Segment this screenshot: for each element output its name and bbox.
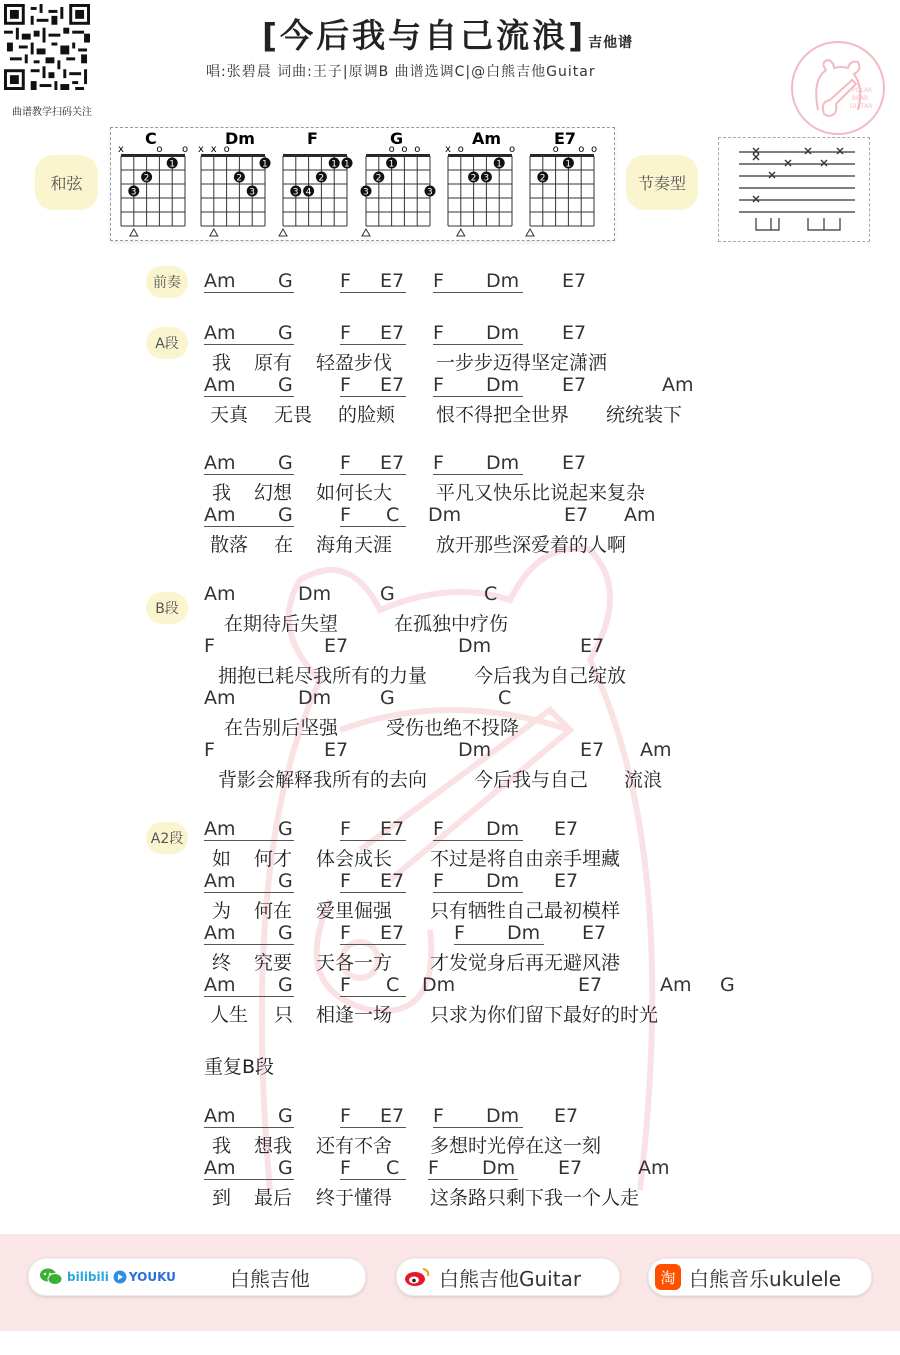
chord-line [204, 974, 900, 998]
chord: C [386, 974, 400, 996]
lyric: 何才 [254, 848, 293, 870]
finger-number: 3 [249, 187, 255, 198]
chord-diagrams [110, 127, 615, 241]
finger-number: 2 [143, 173, 150, 184]
chord: Dm [458, 635, 492, 657]
lyric: 何在 [254, 900, 293, 922]
lyric: 人生 [210, 1004, 249, 1026]
chord: F [433, 818, 523, 841]
chord: C [498, 687, 512, 709]
chord: G [278, 870, 293, 892]
lyric: 流浪 [624, 769, 663, 791]
chord-diagram-f [279, 129, 353, 236]
chord-line [204, 270, 900, 294]
rhythm-label: 节奏型 [626, 155, 698, 210]
root-string-marker [457, 229, 465, 236]
account-name-3: 白熊音乐ukulele [689, 1266, 842, 1291]
chord: E7 [554, 1105, 579, 1127]
lyric-line [204, 400, 900, 424]
chord-line [204, 583, 900, 607]
chord: E7 [558, 1157, 583, 1179]
open-string-mark: o [182, 144, 189, 155]
root-string-marker [279, 229, 287, 236]
lyric: 我 [212, 482, 232, 504]
lyric: 一步步迈得坚定潇洒 [436, 352, 608, 374]
chord: F [340, 1157, 406, 1180]
chord: F [204, 739, 215, 761]
lyric: 终 [212, 952, 232, 974]
chord: G [278, 1157, 293, 1179]
chord: G [278, 922, 293, 944]
lyric-line [204, 844, 900, 868]
finger-number: 2 [375, 173, 382, 184]
chord-line [204, 687, 900, 711]
chord: Am [204, 322, 294, 345]
lyric: 散落 [210, 534, 249, 556]
chord-line [204, 739, 900, 763]
chord-name: F [307, 129, 318, 148]
chord: Am [624, 504, 656, 526]
chord: Am [660, 974, 692, 996]
lyric: 只有牺牲自己最初模样 [430, 900, 621, 922]
open-string-mark: o [401, 144, 408, 155]
title-suffix: 吉他谱 [588, 35, 634, 51]
section-intro-tag: 前奏 [146, 266, 188, 298]
chord: F [204, 635, 215, 657]
lyric: 背影会解释我所有的去向 [218, 769, 428, 791]
chord-diagram-e7 [526, 129, 597, 236]
repeat-b-section: 重复B段 [204, 1056, 275, 1078]
lyric: 不过是将自由亲手埋藏 [430, 848, 621, 870]
chord: Dm [486, 452, 520, 474]
chord: Dm [428, 504, 462, 526]
chord: Am [204, 452, 294, 475]
lyric-line [204, 948, 900, 972]
chord: E7 [380, 922, 405, 944]
lyric: 在期待后失望 [224, 613, 339, 635]
chord: F [454, 922, 544, 945]
open-string-mark: o [156, 144, 163, 155]
chord: G [278, 504, 293, 526]
finger-number: 3 [292, 187, 299, 198]
muted-string-mark: x [198, 144, 204, 155]
chord: F [340, 374, 406, 397]
lyric-line [204, 609, 900, 633]
chord: F [433, 452, 523, 475]
finger-number: 3 [130, 187, 137, 198]
lyric: 天真 [210, 404, 249, 426]
lyric: 只 [274, 1004, 294, 1026]
lyric: 想我 [254, 1135, 293, 1157]
chord-line [204, 818, 900, 842]
lyric-line [204, 1131, 900, 1155]
muted-string-mark: x [445, 144, 451, 155]
chord-name: Dm [225, 129, 255, 148]
chord: F [428, 1157, 518, 1180]
chord-line [204, 504, 900, 528]
open-string-mark: o [223, 144, 230, 155]
chord: C [484, 583, 498, 605]
taobao-pill[interactable] [648, 1258, 872, 1296]
chord-line [204, 870, 900, 894]
lyric: 今后我为自己绽放 [474, 665, 627, 687]
lyric: 在告别后坚强 [224, 717, 339, 739]
chord-line [204, 374, 900, 398]
taobao-icon: 淘 [655, 1264, 681, 1290]
lyric: 海角天涯 [316, 534, 393, 556]
video-platforms-pill[interactable] [28, 1258, 366, 1296]
chord-diagram-dm [198, 129, 271, 236]
chord: E7 [380, 374, 405, 396]
weibo-pill[interactable] [396, 1258, 620, 1296]
footer [0, 1234, 900, 1331]
repeat-note [204, 1052, 900, 1076]
chord: G [380, 687, 395, 709]
chord: Dm [507, 922, 541, 944]
polar-bear-guitar-logo [790, 40, 886, 136]
lyric-line [204, 713, 900, 737]
chord-name: C [145, 129, 157, 148]
chord: G [278, 1105, 293, 1127]
chord: Dm [486, 374, 520, 396]
root-string-marker [130, 229, 138, 236]
account-name-1: 白熊吉他 [229, 1266, 310, 1291]
chord: F [433, 1105, 523, 1128]
chord: Am [204, 870, 294, 893]
chord: F [340, 322, 406, 345]
logo-text-2: BEAR [852, 95, 869, 102]
finger-number: 1 [565, 159, 572, 170]
chord: F [340, 270, 406, 293]
chord-diagram-c [118, 129, 188, 236]
lyric: 的脸颊 [338, 404, 396, 426]
chord: E7 [582, 922, 607, 944]
open-string-mark: o [388, 144, 395, 155]
chord: Am [204, 374, 294, 397]
qr-code [4, 4, 90, 90]
chord: Am [204, 270, 294, 293]
lyric: 只求为你们留下最好的时光 [430, 1004, 659, 1026]
chord: Dm [486, 322, 520, 344]
chord: G [278, 270, 293, 292]
chord: F [340, 974, 406, 997]
lyric-line [204, 661, 900, 685]
chord-line [204, 1105, 900, 1129]
lyric-line [204, 478, 900, 502]
lyric: 轻盈步伐 [316, 352, 393, 374]
lyric-line [204, 530, 900, 554]
chord: E7 [380, 452, 405, 474]
chord: E7 [380, 270, 405, 292]
finger-number: 3 [427, 187, 433, 198]
lyric: 在 [274, 534, 294, 556]
chord: E7 [380, 870, 405, 892]
chord: Am [204, 1157, 294, 1180]
lyric: 幻想 [254, 482, 293, 504]
finger-number: 1 [331, 159, 337, 170]
chord: Dm [298, 687, 332, 709]
lyric: 体会成长 [316, 848, 393, 870]
chord: F [433, 322, 523, 345]
open-string-mark: o [578, 144, 585, 155]
chord: F [340, 818, 406, 841]
chord: C [386, 1157, 400, 1179]
chord: F [433, 374, 523, 397]
finger-number: 2 [539, 173, 546, 184]
logo-text-3: GUITAR [850, 103, 873, 110]
chord-line [204, 1157, 900, 1181]
section-b-tag: B段 [146, 592, 188, 624]
chord: E7 [380, 818, 405, 840]
song-credits: 唱:张碧晨 词曲:王子|原调B 曲谱选调C|@白熊吉他Guitar [206, 64, 596, 80]
chord: E7 [562, 322, 587, 344]
muted-string-mark: x [118, 144, 124, 155]
finger-number: 2 [318, 173, 325, 184]
chord: Am [204, 1105, 294, 1128]
chord: E7 [554, 818, 579, 840]
chord: Am [662, 374, 694, 396]
lyric: 我 [212, 352, 232, 374]
lyric: 终于懂得 [316, 1187, 393, 1209]
chord: Dm [482, 1157, 516, 1179]
chord: Am [204, 818, 294, 841]
open-string-mark: o [552, 144, 559, 155]
chord: E7 [564, 504, 589, 526]
chord: G [278, 374, 293, 396]
open-string-mark: o [457, 144, 464, 155]
lyric: 究要 [254, 952, 293, 974]
section-a-tag: A段 [146, 327, 188, 359]
finger-number: 3 [483, 173, 490, 184]
bilibili-logo: bilibili [67, 1270, 109, 1284]
finger-number: 1 [262, 159, 268, 170]
lyric-line [204, 896, 900, 920]
lyric: 还有不舍 [316, 1135, 393, 1157]
chord: E7 [324, 635, 349, 657]
lyric: 平凡又快乐比说起来复杂 [436, 482, 646, 504]
chord: Dm [486, 870, 520, 892]
chord: E7 [554, 870, 579, 892]
lyric-line [204, 1183, 900, 1207]
section-a2-tag: A2段 [146, 822, 188, 854]
lyric: 爱里倔强 [316, 900, 393, 922]
chord-name: E7 [554, 129, 577, 148]
lyric: 统统装下 [606, 404, 683, 426]
chord: G [278, 452, 293, 474]
lyric: 最后 [254, 1187, 293, 1209]
lyric: 这条路只剩下我一个人走 [430, 1187, 640, 1209]
finger-number: 1 [169, 159, 175, 170]
lyric: 如何长大 [316, 482, 393, 504]
open-string-mark: o [509, 144, 516, 155]
chord: Am [204, 974, 294, 997]
chords-label: 和弦 [35, 155, 98, 210]
youku-logo: YOUKU [128, 1270, 176, 1284]
chord: Dm [298, 583, 332, 605]
lyric: 到 [212, 1187, 232, 1209]
finger-number: 4 [305, 187, 312, 198]
chord-name: Am [472, 129, 502, 148]
wechat-icon [39, 1267, 63, 1287]
account-name-2: 白熊吉他Guitar [439, 1266, 582, 1291]
chord: E7 [562, 270, 587, 292]
chord-diagram-svg [111, 128, 614, 240]
lyric: 我 [212, 1135, 232, 1157]
lyric-line [204, 348, 900, 372]
chord: Dm [486, 270, 520, 292]
lyric: 受伤也绝不投降 [386, 717, 520, 739]
chord: G [278, 322, 293, 344]
lyric: 无畏 [274, 404, 313, 426]
chord: F [433, 870, 523, 893]
lyric: 多想时光停在这一刻 [430, 1135, 602, 1157]
rhythm-pattern [718, 137, 870, 242]
chord-line [204, 322, 900, 346]
chord: Dm [486, 1105, 520, 1127]
lyric: 今后我与自己 [474, 769, 589, 791]
lyric-line [204, 765, 900, 789]
lyric-line [204, 1000, 900, 1024]
chord: G [720, 974, 735, 996]
finger-number: 1 [344, 159, 350, 170]
chord: F [340, 1105, 406, 1128]
chord: F [340, 922, 406, 945]
lyric: 天各一方 [316, 952, 393, 974]
chord: G [380, 583, 395, 605]
root-string-marker [526, 229, 534, 236]
finger-number: 1 [496, 159, 502, 170]
chord: E7 [380, 1105, 405, 1127]
lyric: 放开那些深爱着的人啊 [436, 534, 627, 556]
chord: C [386, 504, 400, 526]
youku-play-icon [113, 1270, 127, 1284]
chord: G [278, 818, 293, 840]
chord: E7 [580, 635, 605, 657]
chord: Am [638, 1157, 670, 1179]
chord: Dm [422, 974, 456, 996]
chord-diagram-g [361, 129, 436, 236]
chord: Dm [486, 818, 520, 840]
chord: E7 [562, 374, 587, 396]
chord: Dm [458, 739, 492, 761]
chord: Am [204, 583, 236, 605]
lyric: 恨不得把全世界 [436, 404, 570, 426]
root-string-marker [362, 229, 370, 236]
chord-line [204, 635, 900, 659]
open-string-mark: o [591, 144, 598, 155]
chord: Am [204, 922, 294, 945]
chord: Am [204, 687, 236, 709]
chord-line [204, 452, 900, 476]
chord-name: G [390, 129, 404, 148]
lyric: 为 [212, 900, 232, 922]
chord: G [278, 974, 293, 996]
chord: F [340, 452, 406, 475]
logo-text-1: POLAR [852, 87, 873, 94]
qr-caption: 曲谱教学扫码关注 [12, 107, 92, 118]
lyric: 如 [212, 848, 232, 870]
root-string-marker [210, 229, 218, 236]
finger-number: 3 [363, 187, 369, 198]
lyric: 原有 [254, 352, 293, 374]
chord: E7 [578, 974, 603, 996]
lyric: 相逢一场 [316, 1004, 393, 1026]
weibo-icon [403, 1266, 431, 1288]
chord: F [340, 504, 406, 527]
finger-number: 2 [470, 173, 477, 184]
chord: F [433, 270, 523, 293]
lyric: 才发觉身后再无避风港 [430, 952, 621, 974]
chord: Am [640, 739, 672, 761]
chord: Am [204, 504, 294, 527]
song-title: [今后我与自己流浪] 吉他谱 [262, 16, 634, 55]
chord: F [340, 870, 406, 893]
lyric: 在孤独中疗伤 [394, 613, 509, 635]
lyric: 拥抱已耗尽我所有的力量 [218, 665, 428, 687]
chord: E7 [580, 739, 605, 761]
finger-number: 1 [388, 159, 395, 170]
chord: E7 [562, 452, 587, 474]
muted-string-mark: x [210, 144, 217, 155]
finger-number: 2 [236, 173, 243, 184]
chord-diagram-am [445, 129, 515, 236]
open-string-mark: o [414, 144, 421, 155]
chord-line [204, 922, 900, 946]
chord: E7 [380, 322, 405, 344]
chord: E7 [324, 739, 349, 761]
